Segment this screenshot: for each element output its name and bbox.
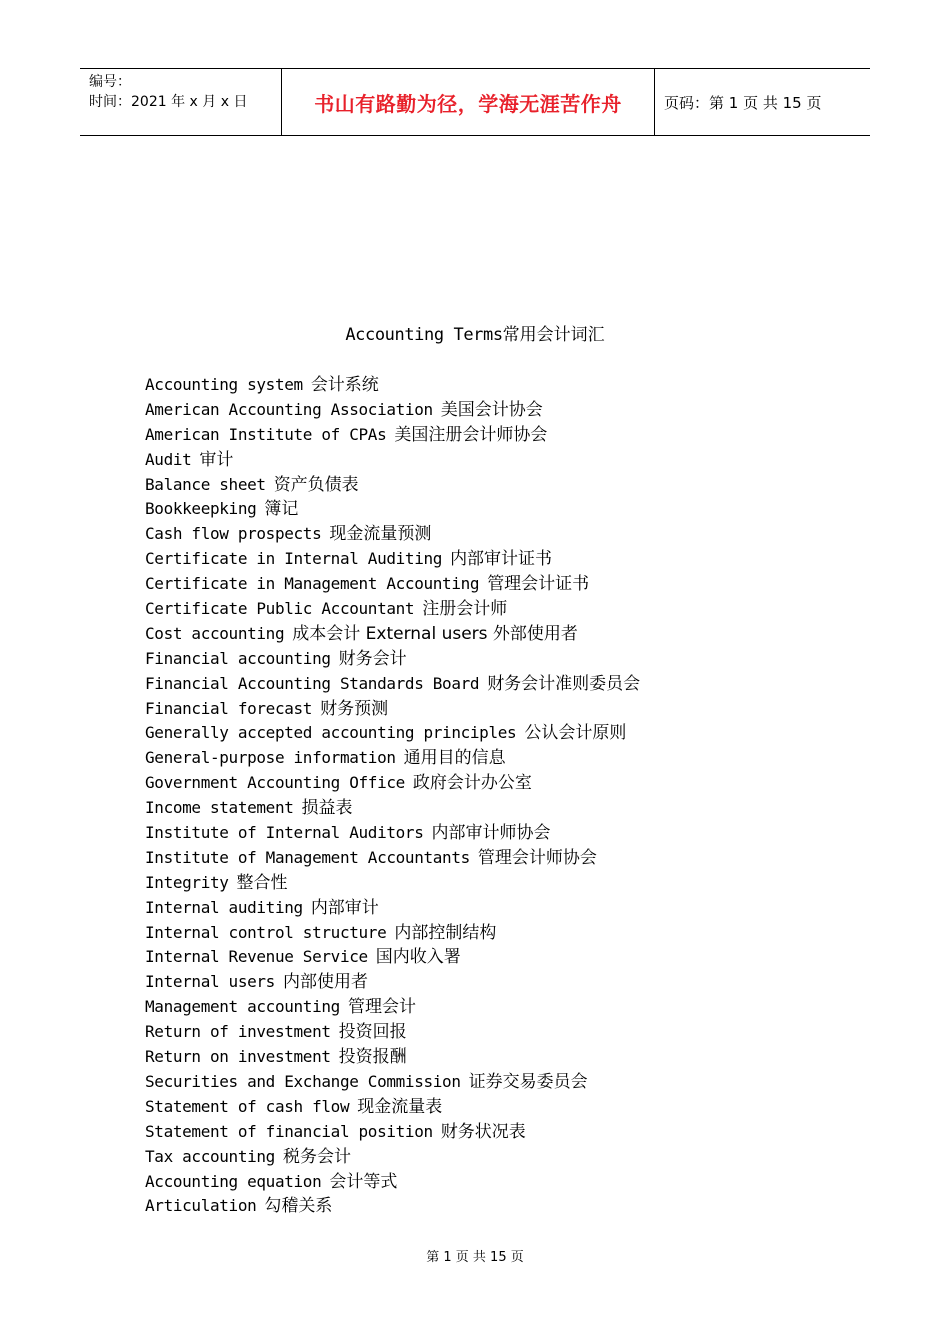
title-cn: 常用会计词汇 bbox=[502, 325, 605, 345]
term-row bbox=[145, 721, 640, 746]
term-chinese: 现金流量表 bbox=[357, 1096, 443, 1117]
term-chinese: 投资报酬 bbox=[338, 1047, 407, 1068]
term-english: Income statement bbox=[145, 798, 294, 818]
term-english: Cost accounting bbox=[145, 623, 285, 643]
term-chinese: 美国会计协会 bbox=[440, 399, 543, 420]
page-footer bbox=[0, 1246, 950, 1265]
term-chinese: 资产负债表 bbox=[273, 474, 359, 495]
term-chinese: 簿记 bbox=[264, 499, 299, 520]
page-info: 页码：第 1 页 共 15 页 bbox=[664, 93, 822, 112]
term-chinese: 会计系统 bbox=[310, 375, 379, 395]
term-english: Return of investment bbox=[145, 1022, 331, 1042]
term-row bbox=[145, 398, 640, 423]
term-row bbox=[145, 373, 640, 398]
term-english: Generally accepted accounting principles bbox=[145, 723, 517, 743]
term-english: Return on investment bbox=[145, 1047, 331, 1067]
term-english: American Institute of CPAs bbox=[145, 424, 387, 444]
terms-list bbox=[145, 373, 640, 1219]
term-row bbox=[145, 1120, 640, 1145]
title-en: Accounting Terms bbox=[345, 325, 503, 345]
term-english: Financial Accounting Standards Board bbox=[145, 673, 480, 693]
term-chinese: 证券交易委员会 bbox=[468, 1071, 588, 1092]
term-row bbox=[145, 871, 640, 896]
term-english: Tax accounting bbox=[145, 1146, 275, 1166]
term-row bbox=[145, 473, 640, 498]
footer-page-text: 第 1 页 共 15 页 bbox=[426, 1250, 524, 1265]
term-chinese: 美国注册会计师协会 bbox=[394, 424, 548, 445]
term-row bbox=[145, 796, 640, 821]
term-english: Audit bbox=[145, 449, 192, 469]
term-chinese: 税务会计 bbox=[282, 1146, 351, 1167]
term-english: American Accounting Association bbox=[145, 399, 433, 419]
term-chinese: 财务预测 bbox=[320, 698, 389, 719]
term-row bbox=[145, 697, 640, 722]
term-english: Accounting equation bbox=[145, 1171, 322, 1191]
term-english: Internal Revenue Service bbox=[145, 947, 368, 967]
term-english: Management accounting bbox=[145, 997, 340, 1017]
term-english: Cash flow prospects bbox=[145, 524, 322, 544]
term-english: Accounting system bbox=[145, 375, 303, 394]
term-english: Bookkeepking bbox=[145, 499, 257, 519]
header-motto-cell bbox=[281, 69, 655, 135]
header-meta bbox=[80, 69, 281, 135]
term-english: Institute of Internal Auditors bbox=[145, 823, 424, 843]
term-english: Certificate in Internal Auditing bbox=[145, 549, 443, 569]
term-chinese: 会计等式 bbox=[329, 1171, 398, 1192]
term-english: Certificate Public Accountant bbox=[145, 599, 415, 619]
term-english: Internal auditing bbox=[145, 897, 303, 917]
term-row bbox=[145, 647, 640, 672]
term-row bbox=[145, 448, 640, 473]
term-english: Internal control structure bbox=[145, 922, 387, 942]
term-row bbox=[145, 1020, 640, 1045]
term-row bbox=[145, 1170, 640, 1195]
term-row bbox=[145, 896, 640, 921]
term-chinese: 通用目的信息 bbox=[403, 748, 506, 769]
term-chinese: 财务会计准则委员会 bbox=[487, 673, 641, 694]
term-row bbox=[145, 1045, 640, 1070]
term-chinese: 管理会计 bbox=[347, 997, 416, 1018]
term-chinese: 现金流量预测 bbox=[329, 524, 432, 545]
term-english: Financial forecast bbox=[145, 698, 313, 718]
term-row bbox=[145, 572, 640, 597]
term-english: Government Accounting Office bbox=[145, 773, 405, 793]
term-chinese: 审计 bbox=[199, 449, 234, 470]
term-row bbox=[145, 1145, 640, 1170]
term-chinese: 内部审计师协会 bbox=[431, 823, 551, 844]
term-chinese: 国内收入署 bbox=[375, 947, 461, 968]
term-row bbox=[145, 846, 640, 871]
term-row bbox=[145, 622, 640, 647]
term-row bbox=[145, 995, 640, 1020]
term-english: Balance sheet bbox=[145, 474, 266, 494]
term-chinese: 整合性 bbox=[236, 872, 288, 893]
term-chinese: 成本会计 External users 外部使用者 bbox=[292, 623, 578, 644]
term-row bbox=[145, 921, 640, 946]
term-row bbox=[145, 821, 640, 846]
term-chinese: 财务会计 bbox=[338, 648, 407, 669]
term-chinese: 内部审计 bbox=[310, 897, 379, 918]
document-title bbox=[0, 323, 950, 347]
term-chinese: 公认会计原则 bbox=[524, 723, 627, 744]
motto-text: 书山有路勤为径，学海无涯苦作舟 bbox=[314, 91, 622, 116]
header-page-info-cell bbox=[655, 69, 870, 135]
term-row bbox=[145, 597, 640, 622]
term-english: Certificate in Management Accounting bbox=[145, 574, 480, 594]
term-chinese: 勾稽关系 bbox=[264, 1196, 333, 1217]
term-chinese: 损益表 bbox=[301, 798, 353, 819]
term-english: Securities and Exchange Commission bbox=[145, 1071, 461, 1091]
term-row bbox=[145, 1095, 640, 1120]
term-chinese: 管理会计证书 bbox=[487, 574, 590, 595]
term-english: Financial accounting bbox=[145, 648, 331, 668]
term-english: Institute of Management Accountants bbox=[145, 847, 470, 867]
term-english: Integrity bbox=[145, 872, 229, 892]
term-chinese: 财务状况表 bbox=[440, 1121, 526, 1142]
term-row bbox=[145, 970, 640, 995]
term-chinese: 政府会计办公室 bbox=[412, 773, 532, 794]
term-english: Statement of financial position bbox=[145, 1121, 433, 1141]
term-chinese: 投资回报 bbox=[338, 1022, 407, 1043]
term-row bbox=[145, 547, 640, 572]
term-row bbox=[145, 746, 640, 771]
term-row bbox=[145, 1070, 640, 1095]
term-chinese: 注册会计师 bbox=[422, 599, 508, 620]
term-chinese: 内部审计证书 bbox=[450, 549, 553, 570]
term-chinese: 内部控制结构 bbox=[394, 922, 497, 943]
number-label: 编号： bbox=[89, 74, 131, 90]
term-row bbox=[145, 672, 640, 697]
term-row bbox=[145, 423, 640, 448]
time-label: 时间：2021 年 x 月 x 日 bbox=[89, 94, 248, 110]
term-row bbox=[145, 522, 640, 547]
term-row bbox=[145, 771, 640, 796]
term-row bbox=[145, 945, 640, 970]
term-chinese: 管理会计师协会 bbox=[477, 847, 597, 868]
term-english: Articulation bbox=[145, 1196, 257, 1216]
term-chinese: 内部使用者 bbox=[282, 972, 368, 993]
term-english: General-purpose information bbox=[145, 748, 396, 768]
term-english: Statement of cash flow bbox=[145, 1096, 350, 1116]
page-header bbox=[80, 68, 870, 136]
term-row bbox=[145, 1194, 640, 1219]
term-english: Internal users bbox=[145, 972, 275, 992]
term-row bbox=[145, 497, 640, 522]
